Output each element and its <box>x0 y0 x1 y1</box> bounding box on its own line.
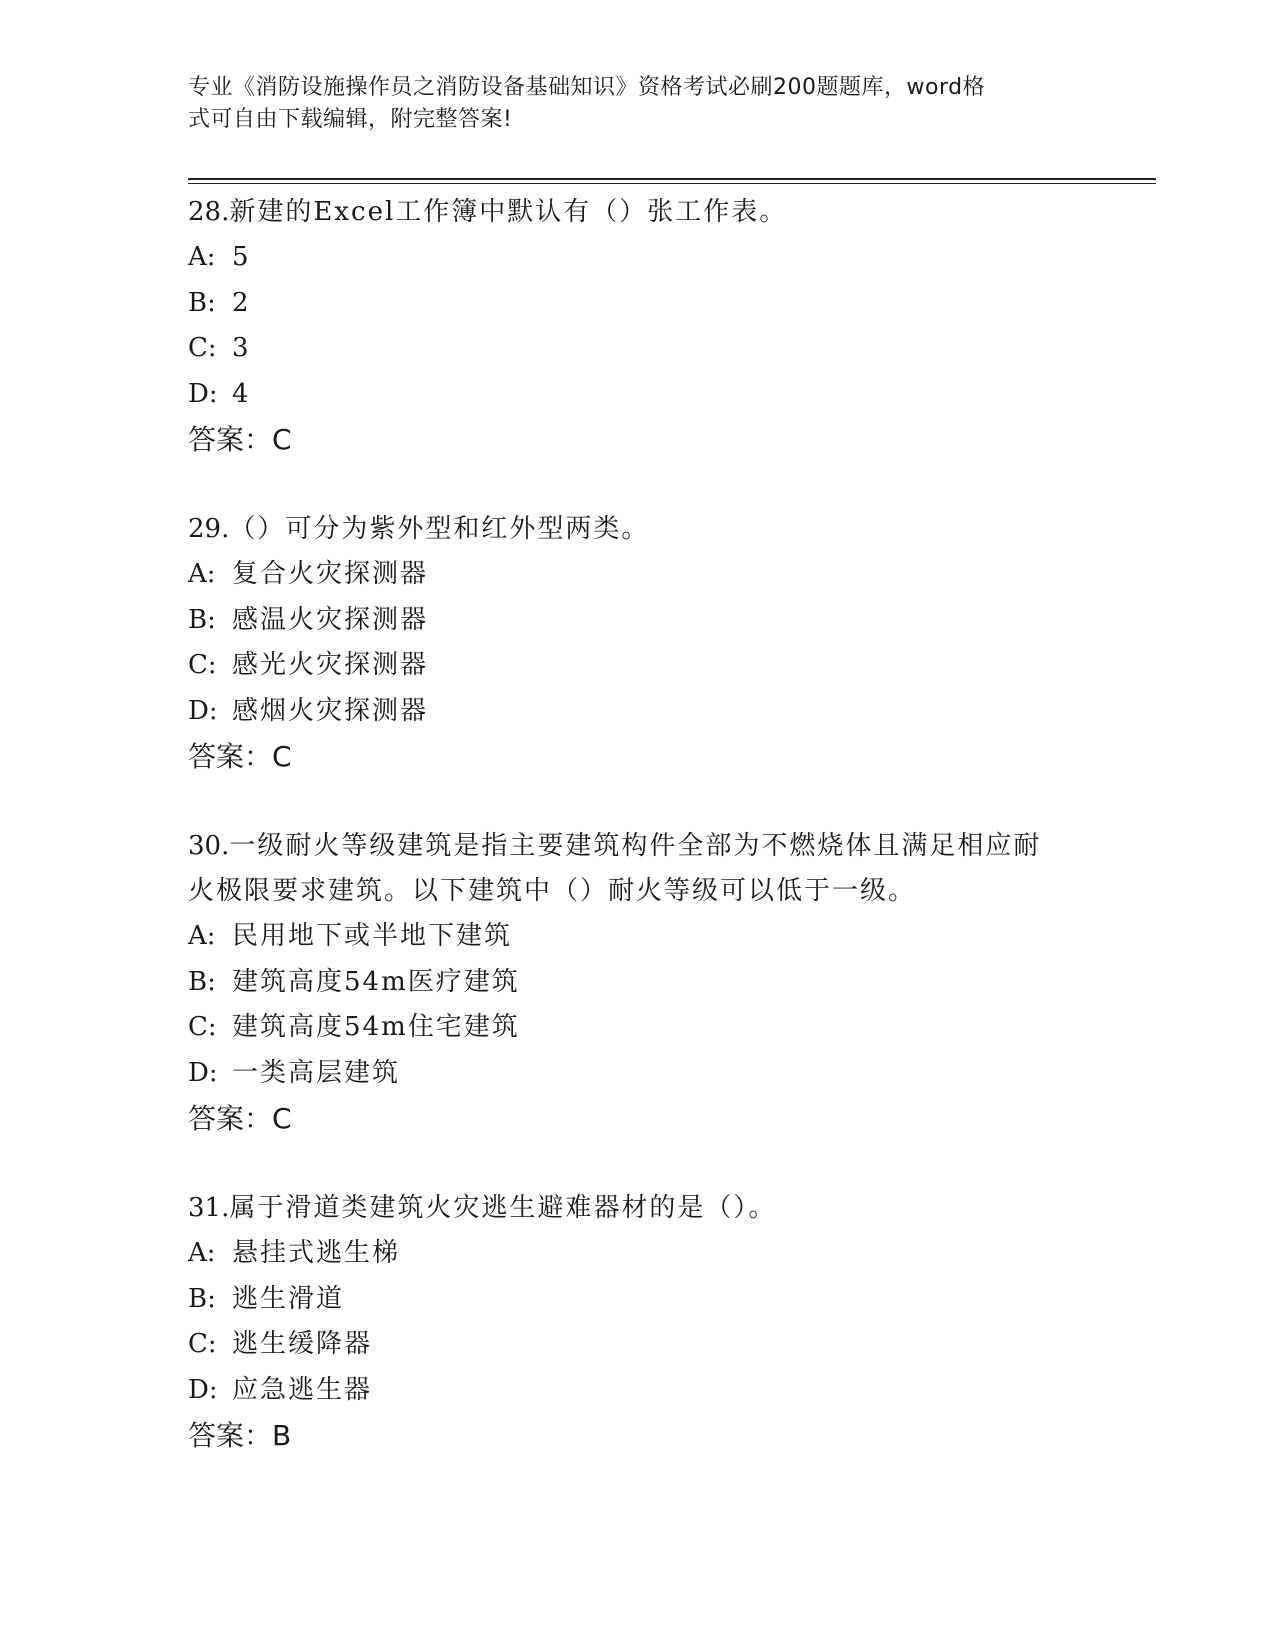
option-text: 应急逃生器 <box>232 1374 373 1405</box>
question-28 <box>188 190 1088 463</box>
answer: 答案：C <box>188 740 292 773</box>
question-text: 属于滑道类建筑火灾逃生避难器材的是（）。 <box>229 1193 777 1223</box>
option-key: C: <box>188 333 217 363</box>
option-key: B: <box>188 966 216 997</box>
option-a <box>188 914 1088 960</box>
option-a <box>188 552 1088 598</box>
question-stem <box>188 190 1088 235</box>
document-header <box>188 72 1068 136</box>
option-key: D: <box>188 378 218 409</box>
option-key: D: <box>188 1057 218 1088</box>
option-text: 感温火灾探测器 <box>232 604 429 635</box>
option-b <box>188 598 1088 644</box>
question-number: 28. <box>188 197 230 227</box>
option-d <box>188 1051 1088 1097</box>
option-key: A: <box>188 921 216 951</box>
option-key: B: <box>188 287 216 318</box>
option-d <box>188 689 1088 735</box>
option-text: 复合火灾探测器 <box>232 559 429 589</box>
option-a <box>188 1231 1088 1277</box>
answer: 答案：C <box>188 1102 292 1135</box>
question-30 <box>188 824 1088 1142</box>
answer: 答案：C <box>188 423 292 456</box>
option-text: 逃生缓降器 <box>232 1329 373 1359</box>
option-d <box>188 372 1088 418</box>
option-key: D: <box>188 1374 218 1405</box>
option-text: 民用地下或半地下建筑 <box>232 921 513 951</box>
question-number: 30. <box>188 831 230 861</box>
option-text: 建筑高度54m住宅建筑 <box>232 1012 520 1042</box>
question-stem <box>188 1186 1088 1231</box>
option-key: B: <box>188 604 216 635</box>
question-stem-continued: 火极限要求建筑。以下建筑中（）耐火等级可以低于一级。 <box>188 876 917 906</box>
header-divider-thin <box>188 183 1156 184</box>
option-key: C: <box>188 1012 217 1042</box>
option-key: C: <box>188 650 217 680</box>
option-text: 一类高层建筑 <box>232 1057 401 1088</box>
option-text: 建筑高度54m医疗建筑 <box>232 966 520 997</box>
question-text: （）可分为紫外型和红外型两类。 <box>229 514 650 544</box>
option-text: 3 <box>232 333 251 363</box>
option-b <box>188 1277 1088 1323</box>
answer: 答案：B <box>188 1419 292 1452</box>
option-text: 感烟火灾探测器 <box>232 695 429 726</box>
question-stem <box>188 507 1088 552</box>
option-c <box>188 643 1088 689</box>
question-list <box>188 190 1088 1503</box>
question-text: 一级耐火等级建筑是指主要建筑构件全部为不燃烧体且满足相应耐 <box>229 831 1042 861</box>
header-divider-thick <box>188 178 1156 180</box>
option-key: C: <box>188 1329 217 1359</box>
option-text: 感光火灾探测器 <box>232 650 429 680</box>
option-key: B: <box>188 1283 216 1314</box>
option-text: 2 <box>232 287 251 318</box>
question-number: 31. <box>188 1193 230 1223</box>
option-c <box>188 1005 1088 1051</box>
question-29 <box>188 507 1088 780</box>
header-line-1: 专业《消防设施操作员之消防设备基础知识》资格考试必刷200题题库，word格 <box>188 75 986 100</box>
option-b <box>188 281 1088 327</box>
option-b <box>188 960 1088 1006</box>
option-key: A: <box>188 242 216 272</box>
option-a <box>188 235 1088 281</box>
question-31 <box>188 1186 1088 1459</box>
option-c <box>188 326 1088 372</box>
option-text: 逃生滑道 <box>232 1283 345 1314</box>
option-c <box>188 1322 1088 1368</box>
option-key: D: <box>188 695 218 726</box>
option-key: A: <box>188 559 216 589</box>
header-line-2: 式可自由下载编辑，附完整答案! <box>188 107 513 132</box>
option-text: 5 <box>232 242 251 272</box>
question-number: 29. <box>188 514 230 544</box>
option-text: 4 <box>232 378 251 409</box>
question-stem <box>188 824 1088 869</box>
option-d <box>188 1368 1088 1414</box>
option-text: 悬挂式逃生梯 <box>232 1238 401 1268</box>
question-text: 新建的Excel工作簿中默认有（）张工作表。 <box>229 197 788 227</box>
option-key: A: <box>188 1238 216 1268</box>
